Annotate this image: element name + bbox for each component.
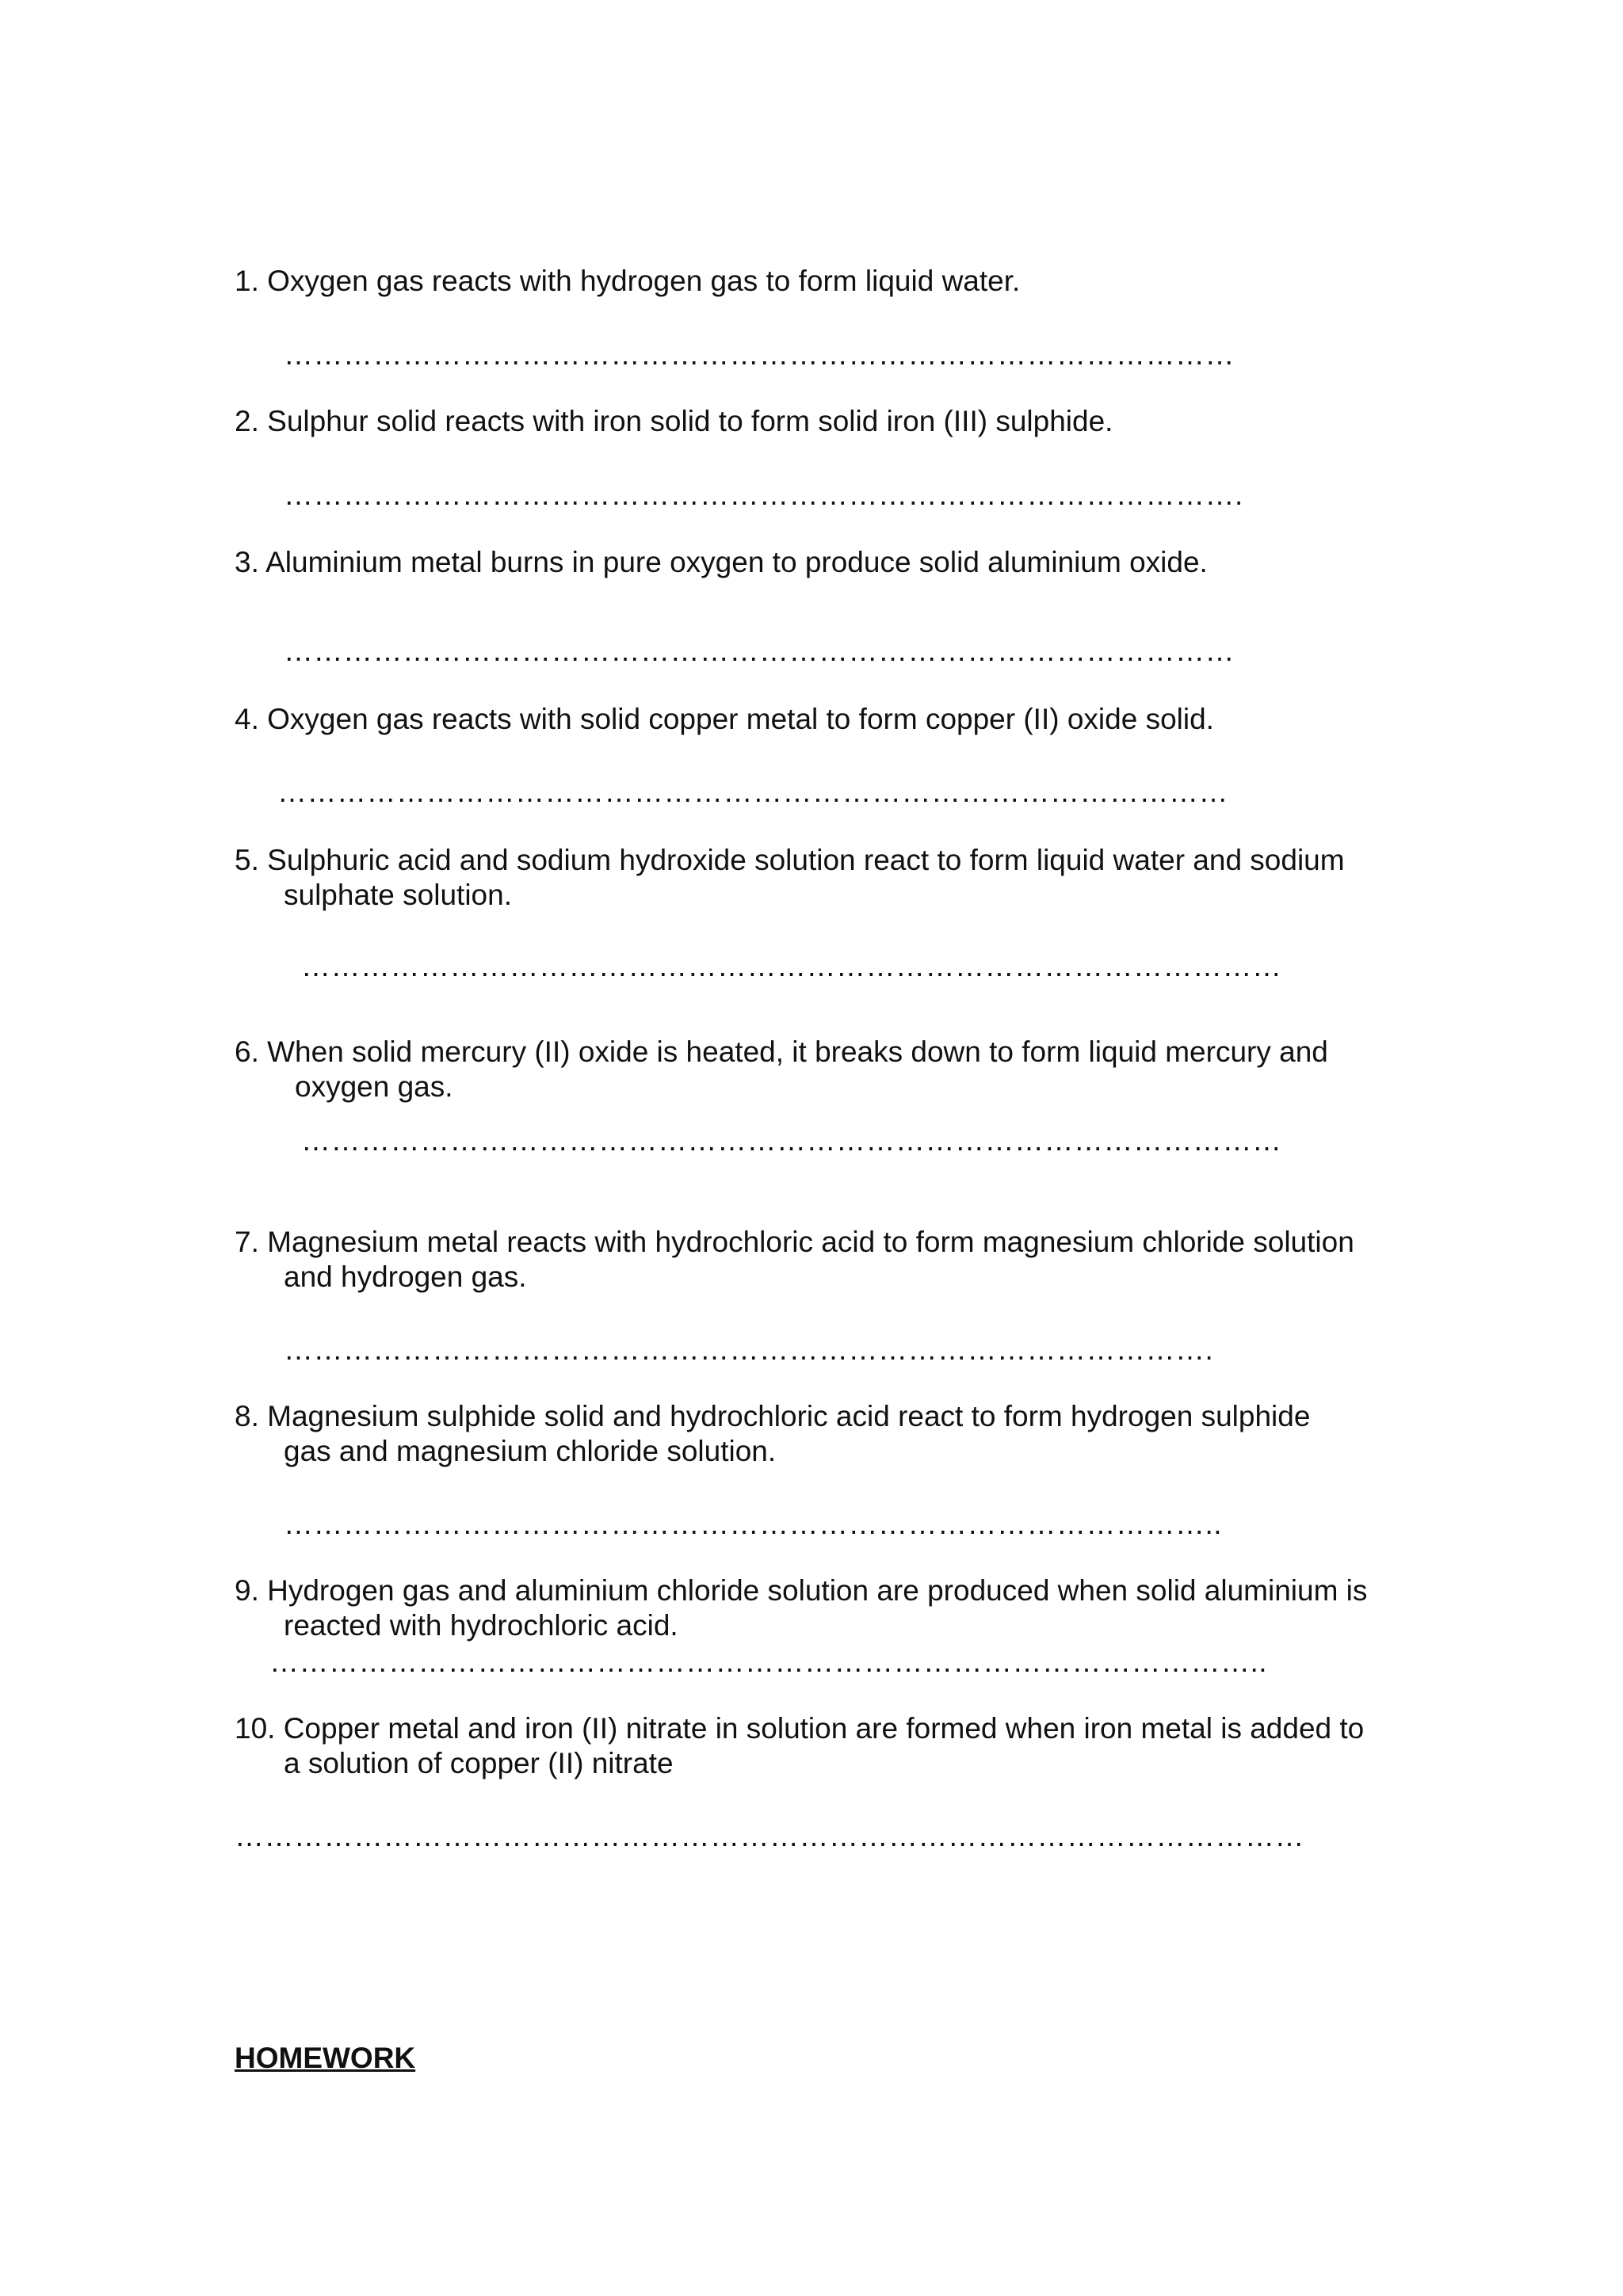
question-3-answer-line: ……………………………………………………………………………………: [284, 635, 1235, 667]
homework-heading: HOMEWORK: [235, 2042, 416, 2074]
question-6-answer-line: ………………………………………………………………………………………: [301, 1124, 1282, 1157]
question-6-text: 6. When solid mercury (II) oxide is heated, it breaks down to form liquid mercury and: [235, 1035, 1328, 1068]
question-5-text-cont: sulphate solution.: [284, 879, 512, 911]
question-8-answer-line: …………………………………………………………………………………..: [284, 1508, 1223, 1540]
question-9-text: 9. Hydrogen gas and aluminium chloride solution are produced when solid aluminium is: [235, 1574, 1368, 1607]
question-10-answer-line: ………………………………………………………………………………………………: [235, 1820, 1304, 1852]
question-10-text: 10. Copper metal and iron (II) nitrate in solution are formed when iron metal is added to: [235, 1712, 1365, 1745]
question-2-text: 2. Sulphur solid reacts with iron solid to form solid iron (III) sulphide.: [235, 405, 1113, 437]
question-6-text-cont: oxygen gas.: [295, 1070, 453, 1103]
question-9-answer-line: ………………………………………………………………………………………..: [269, 1646, 1268, 1678]
question-3-text: 3. Aluminium metal burns in pure oxygen to produce solid aluminium oxide.: [235, 546, 1208, 578]
question-7-text-cont: and hydrogen gas.: [284, 1261, 527, 1293]
question-8-text-cont: gas and magnesium chloride solution.: [284, 1435, 777, 1467]
question-4-answer-line: ……………………………………………………………………………………: [277, 776, 1228, 808]
question-7-answer-line: ………………………………………………………………………………….: [284, 1333, 1214, 1366]
question-1-text: 1. Oxygen gas reacts with hydrogen gas to form liquid water.: [235, 265, 1021, 297]
question-5-text: 5. Sulphuric acid and sodium hydroxide solution react to form liquid water and sodium: [235, 844, 1345, 876]
question-5-answer-line: ………………………………………………………………………………………: [301, 950, 1282, 982]
question-2-answer-line: …………………………………………………………………………………….: [284, 479, 1243, 511]
question-7-text: 7. Magnesium metal reacts with hydrochloric acid to form magnesium chloride solution: [235, 1226, 1354, 1258]
question-9-text-cont: reacted with hydrochloric acid.: [284, 1609, 678, 1642]
question-1-answer-line: ……………………………………………………………………………………: [284, 338, 1235, 371]
question-4-text: 4. Oxygen gas reacts with solid copper metal to form copper (II) oxide solid.: [235, 703, 1214, 735]
question-10-text-cont: a solution of copper (II) nitrate: [284, 1747, 674, 1779]
question-8-text: 8. Magnesium sulphide solid and hydrochloric acid react to form hydrogen sulphide: [235, 1400, 1311, 1432]
